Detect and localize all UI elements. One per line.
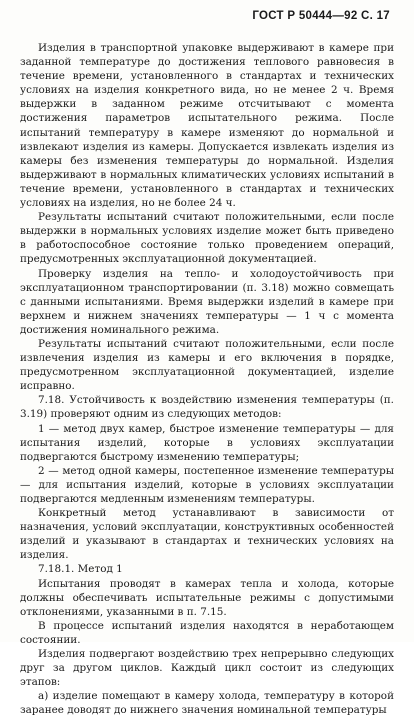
body-text <box>20 41 394 718</box>
paragraph: В процессе испытаний изделия находятся в неработающем состоянии. <box>20 619 394 646</box>
paragraph: Конкретный метод устанавливают в зависимости от назначения, условий эксплуатации, конструктивных особенностей изделий и указывают в стандартах и технических условиях на изделия. <box>20 507 394 562</box>
paragraph: 7.18. Устойчивость к воздействию изменения температуры (п. 3.19) проверяют одним из следующих методов: <box>20 394 394 421</box>
paragraph: Результаты испытаний считают положительными, если после выдержки в нормальных условиях изделие может быть приведено в работоспособное состояние только проведением операций, предусмотренных эксплуатационной документацией. <box>20 211 394 266</box>
paragraph: Изделия в транспортной упаковке выдерживают в камере при заданной температуре до достижения теплового равновесия в течение времени, установленного в стандартах и технических условиях на изделия конкретного вида, но не менее 2 ч. Время выдержки в заданном режиме отсчитывают с момента достижения параметров испытательного режима. После испытаний температуру в камере изменяют до нормальной и извлекают изделия из камеры. Допускается извлекать изделия из камеры без изменения температуры до нормальной. Изделия выдерживают в нормальных климатических условиях испытаний в течение времени, установленного в стандартах и технических условиях на изделия, но не более 24 ч. <box>20 42 394 210</box>
page-header: ГОСТ Р 50444—92 С. 17 <box>252 10 390 22</box>
paragraph: Изделия подвергают воздействию трех непрерывно следующих друг за другом циклов. Каждый цикл состоит из следующих этапов: <box>20 648 394 689</box>
paragraph: Испытания проводят в камерах тепла и холода, которые должны обеспечивать испытательные режимы с допустимыми отклонениями, указанными в п. 7.15. <box>20 577 394 618</box>
paragraph: а) изделие помещают в камеру холода, температуру в которой заранее доводят до нижнего значения номинальной температуры <box>20 690 394 717</box>
paragraph: Проверку изделия на тепло- и холодоустойчивость при эксплуатационном транспортировании (п. 3.18) можно совмещать с данными испытаниями. Время выдержки изделий в камере при верхнем и нижнем значениях температуры — 1 ч с момента достижения номинального режима. <box>20 267 394 336</box>
paragraph: 7.18.1. Метод 1 <box>38 563 123 576</box>
paragraph: 1 — метод двух камер, быстрое изменение температуры — для испытания изделий, которые в условиях эксплуатации подвергаются быстрому изменению температуры; <box>20 422 394 463</box>
paragraph: 2 — метод одной камеры, постепенное изменение температуры — для испытания изделий, которые в условиях эксплуатации подвергаются медленным изменениям температуры. <box>20 464 394 505</box>
paragraph: Результаты испытаний считают положительными, если после извлечения изделия из камеры и его включения в порядке, предусмотренном эксплуатационной документацией, изделие исправно. <box>20 337 394 393</box>
